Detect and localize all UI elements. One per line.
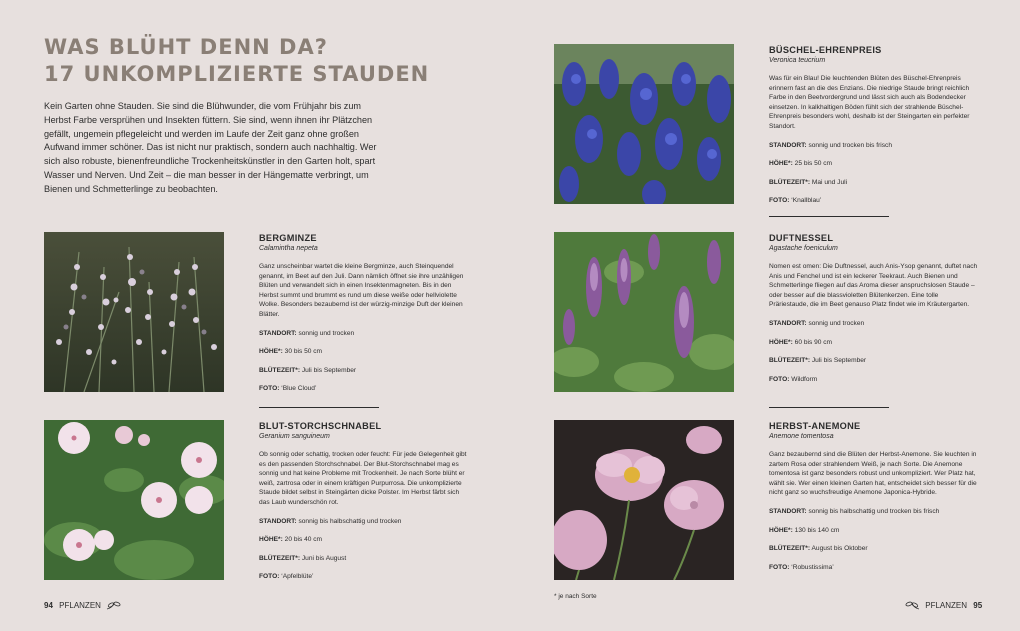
plant-name: BÜSCHEL-EHRENPREIS bbox=[769, 45, 882, 55]
plant-foto: FOTO: ‘Robustissima’ bbox=[769, 563, 834, 571]
plant-standort: STANDORT: sonnig und trocken bis frisch bbox=[769, 141, 893, 149]
plant-hoehe: HÖHE*: 130 bis 140 cm bbox=[769, 526, 840, 534]
ehrenpreis-photo bbox=[554, 44, 734, 204]
plant-foto: FOTO: ‘Knallblau’ bbox=[769, 197, 822, 205]
plant-description: Ob sonnig oder schattig, trocken oder feucht: Für jede Gelegenheit gibt es den passenden Storchschnabel. Der Blut-Storchschnabel mag es sonnig und hat keine Probleme mit Trockenheit. Je nach Sorte blüht er weiß, zartrosa oder in einem kräftigen Purpurrosa. Die unkomplizierte Staude bildet selbst in Steingärten dicke Polster. Im Herbst färbt sich das Laub wunderschön rot. bbox=[259, 451, 467, 506]
plant-foto: FOTO: Wildform bbox=[769, 375, 818, 383]
plant-bluetezeit: BLÜTEZEIT*: Juli bis September bbox=[259, 366, 357, 374]
plant-card-anemone bbox=[769, 420, 979, 581]
plant-latin-name: Veronica teucrium bbox=[769, 57, 826, 64]
headline-line-1: WAS BLÜHT DENN DA? bbox=[44, 35, 328, 59]
section-label-left: PFLANZEN bbox=[59, 601, 101, 611]
plant-foto: FOTO: ‘Apfelblüte’ bbox=[259, 573, 314, 581]
duftnessel-photo bbox=[554, 232, 734, 392]
plant-standort: STANDORT: sonnig bis halbschattig und trocken bis frisch bbox=[769, 507, 940, 515]
divider bbox=[259, 407, 379, 408]
plant-bluetezeit: BLÜTEZEIT*: Juli bis September bbox=[769, 357, 867, 365]
plant-latin-name: Geranium sanguineum bbox=[259, 433, 330, 440]
headline-line-2: 17 UNKOMPLIZIERTE STAUDEN bbox=[44, 62, 430, 86]
page-headline bbox=[44, 34, 429, 88]
plant-description: Was für ein Blau! Die leuchtenden Blüten des Büschel-Ehrenpreis erinnern fast an die des Enzians. Die niedrige Staude bringt reichlich Farbe in den Beetvordergrund und lässt sich auch als Bodendecker einsetzen. In kalkhaltigen Böden fühlt sich der strahlende Büschel-Ehrenpreis besonders wohl, deshalb ist der Steingarten ein perfekter Standort. bbox=[769, 75, 970, 130]
plant-bluetezeit: BLÜTEZEIT*: Mai und Juli bbox=[769, 178, 848, 186]
left-folio bbox=[44, 600, 122, 612]
plant-card-duftnessel bbox=[769, 232, 979, 393]
plant-name: DUFTNESSEL bbox=[769, 233, 834, 243]
plant-name: BLUT-STORCHSCHNABEL bbox=[259, 421, 382, 431]
anemone-photo bbox=[554, 420, 734, 580]
plant-description: Ganz bezaubernd sind die Blüten der Herbst-Anemone. Sie leuchten in zartem Rosa oder strahlendem Weiß, je nach Sorte. Die Anemone tomentosa ist ganz besonders robust und unkompliziert. Wer Platz hat, wählt sie. Wer einen kleinen Garten hat, entscheidet sich besser für die nicht ganz so wuchsfreudige Anemone Japonica-Hybride. bbox=[769, 451, 977, 497]
plant-standort: STANDORT: sonnig und trocken bbox=[259, 329, 355, 337]
page-number-right: 95 bbox=[973, 601, 983, 611]
plant-card-storchschnabel bbox=[259, 420, 469, 591]
plant-standort: STANDORT: sonnig bis halbschattig und trocken bbox=[259, 517, 402, 525]
plant-latin-name: Anemone tomentosa bbox=[769, 433, 834, 440]
plant-name: BERGMINZE bbox=[259, 233, 317, 243]
intro-paragraph: Kein Garten ohne Stauden. Sie sind die Blühwunder, die vom Frühjahr bis zum Herbst Farbe versprühen und Insekten füttern. Sie sind, wenn ihnen ihr Plätzchen gefällt, ungemein pflegeleicht und werden im Laufe der Zeit ganz ohne großen Aufwand immer schöner. Das ist nicht nur praktisch, sondern auch nachhaltig. Wer sich also robuste, bienenfreundliche Trockenheitskünstler in den Garten holt, spart Wasser und Nerven. Und Zeit – die man besser in der Hängematte verbringt, um Bienen und Schmetterlinge zu beobachten. bbox=[44, 101, 377, 194]
plant-latin-name: Calamintha nepeta bbox=[259, 245, 318, 252]
plant-standort: STANDORT: sonnig und trocken bbox=[769, 319, 865, 327]
right-folio bbox=[904, 600, 982, 612]
plant-card-bergminze bbox=[259, 232, 469, 403]
leaf-icon bbox=[904, 600, 920, 612]
plant-hoehe: HÖHE*: 20 bis 40 cm bbox=[259, 536, 323, 544]
plant-description: Ganz unscheinbar wartet die kleine Bergminze, auch Steinquendel genannt, im Beet auf den Juli. Dann nämlich öffnet sie ihre unzähligen Blüten und verwandelt sich in einen Insektenmagneten. Bis in den Herbst summt und brummt es rund um diese weiße oder hellviolette Wolke. Besonders bezaubernd ist der würzig-minzige Duft der kleinen Blätter. bbox=[259, 263, 464, 318]
leaf-icon bbox=[106, 600, 122, 612]
plant-hoehe: HÖHE*: 60 bis 90 cm bbox=[769, 338, 833, 346]
plant-hoehe: HÖHE*: 25 bis 50 cm bbox=[769, 160, 833, 168]
section-label-right: PFLANZEN bbox=[925, 601, 968, 611]
divider bbox=[769, 407, 889, 408]
storchschnabel-photo bbox=[44, 420, 224, 580]
plant-hoehe: HÖHE*: 30 bis 50 cm bbox=[259, 348, 323, 356]
plant-bluetezeit: BLÜTEZEIT*: Juni bis August bbox=[259, 554, 347, 562]
page-number-left: 94 bbox=[44, 601, 53, 611]
divider bbox=[769, 216, 889, 217]
plant-card-ehrenpreis bbox=[769, 44, 979, 215]
plant-latin-name: Agastache foeniculum bbox=[769, 245, 838, 252]
plant-name: HERBST-ANEMONE bbox=[769, 421, 861, 431]
plant-description: Nomen est omen: Die Duftnessel, auch Anis-Ysop genannt, duftet nach Anis und Fenchel und ist ein leckerer Teekraut. Auch Bienen und Schmetterlinge fliegen auf das Aroma dieser anspruchslosen Staude – oder besser auf die blassvioletten Blütenkerzen. Eine tolle Präriestaude, die im Beet genauso Platz findet wie im Kräutergarten. bbox=[769, 263, 978, 309]
plant-foto: FOTO: ‘Blue Cloud’ bbox=[259, 385, 317, 393]
footnote: * je nach Sorte bbox=[554, 593, 597, 600]
plant-bluetezeit: BLÜTEZEIT*: August bis Oktober bbox=[769, 545, 868, 553]
bergminze-photo bbox=[44, 232, 224, 392]
